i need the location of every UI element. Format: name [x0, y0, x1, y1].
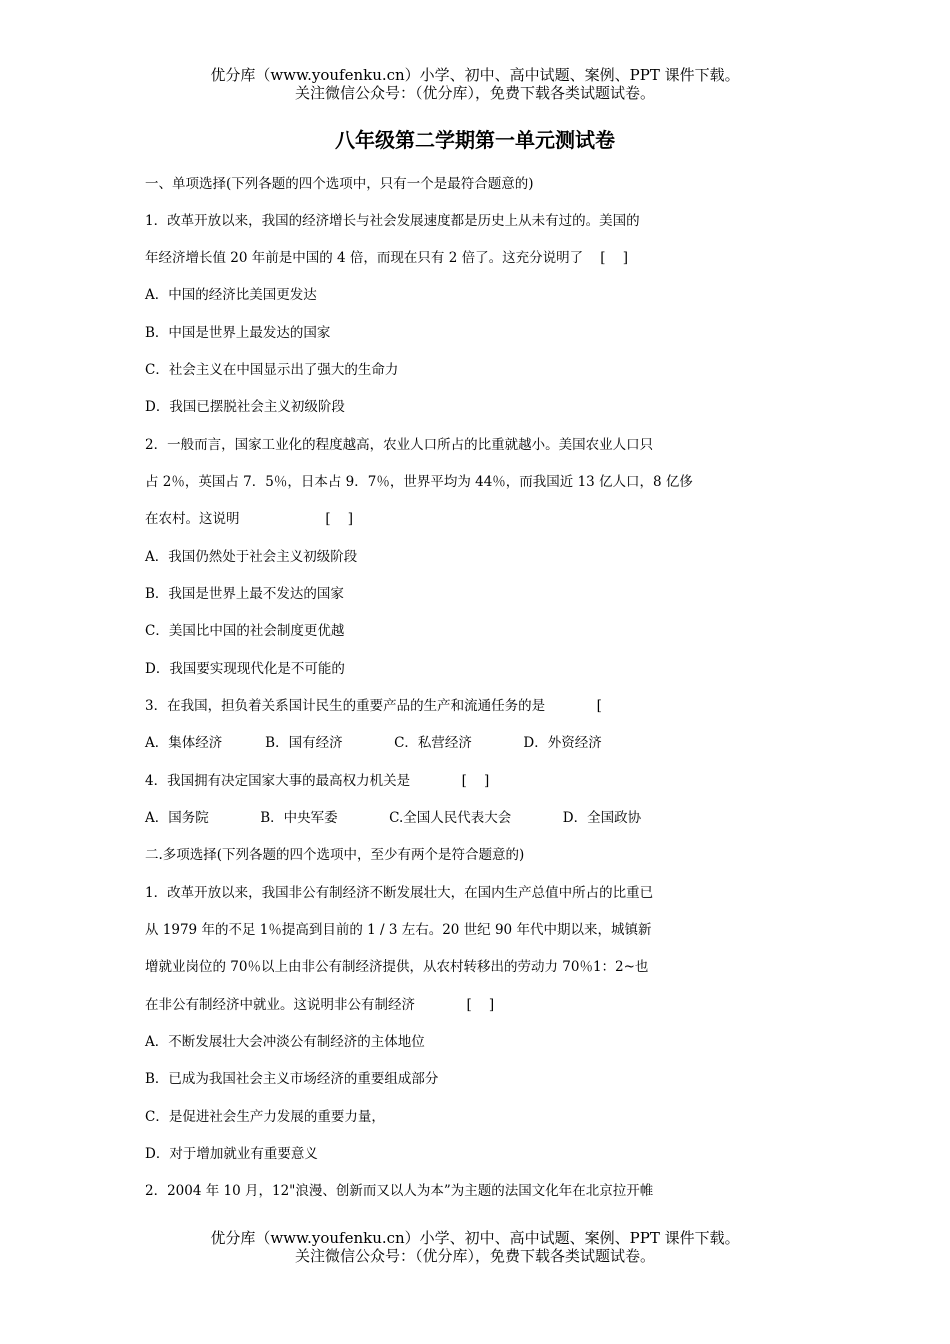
section-heading-single-choice: 一、单项选择(下列各题的四个选项中，只有一个是最符合题意的)	[145, 176, 534, 192]
option-line: A．集体经济 B．国有经济 C．私营经济 D．外资经济	[145, 735, 602, 751]
question-line: 2．一般而言，国家工业化的程度越高，农业人口所占的比重就越小。美国农业人口只	[145, 437, 654, 453]
option-line: D．对于增加就业有重要意义	[145, 1146, 318, 1162]
option-line: B．已成为我国社会主义市场经济的重要组成部分	[145, 1071, 439, 1087]
question-line: 占 2％，英国占 7．5％，日本占 9．7％，世界平均为 44％，而我国近 13 亿人口，8 亿侈	[145, 474, 693, 490]
footer-line-2: 关注微信公众号：（优分库），免费下载各类试题试卷。	[294, 1247, 655, 1265]
option-line: A．我国仍然处于社会主义初级阶段	[145, 549, 358, 565]
question-line: 在非公有制经济中就业。这说明非公有制经济 [ ]	[145, 997, 495, 1013]
question-line: 年经济增长值 20 年前是中国的 4 倍，而现在只有 2 倍了。这充分说明了 [ ]	[145, 250, 628, 266]
question-line: 在农村。这说明 [ ]	[145, 511, 354, 527]
header-line-2: 关注微信公众号：（优分库），免费下载各类试题试卷。	[294, 84, 655, 102]
question-line: 2．2004 年 10 月，12"浪漫、创新而又以人为本”为主题的法国文化年在北京拉开帷	[145, 1183, 654, 1199]
page-footer	[0, 1229, 950, 1265]
option-line: C．美国比中国的社会制度更优越	[145, 623, 345, 639]
option-line: A．国务院 B．中央军委 C.全国人民代表大会 D．全国政协	[145, 810, 642, 826]
option-line: D．我国已摆脱社会主义初级阶段	[145, 399, 345, 415]
question-line: 1．改革开放以来，我国非公有制经济不断发展壮大，在国内生产总值中所占的比重已	[145, 885, 654, 901]
option-line: D．我国要实现现代化是不可能的	[145, 661, 345, 677]
header-line-1: 优分库（www.youfenku.cn）小学、初中、高中试题、案例、PPT 课件下载。	[210, 66, 740, 84]
option-line: B．我国是世界上最不发达的国家	[145, 586, 344, 602]
question-line: 增就业岗位的 70％以上由非公有制经济提供，从农村转移出的劳动力 70％1：2~也	[145, 959, 649, 975]
question-line: 1．改革开放以来，我国的经济增长与社会发展速度都是历史上从未有过的。美国的	[145, 213, 640, 229]
question-line: 3．在我国，担负着关系国计民生的重要产品的生产和流通任务的是 [	[145, 698, 602, 714]
question-line: 4．我国拥有决定国家大事的最高权力机关是 [ ]	[145, 773, 490, 789]
section-heading-multiple-choice: 二.多项选择(下列各题的四个选项中，至少有两个是符合题意的)	[145, 847, 525, 863]
option-line: C．是促进社会生产力发展的重要力量，	[145, 1109, 385, 1125]
option-line: A．中国的经济比美国更发达	[145, 287, 317, 303]
option-line: C．社会主义在中国显示出了强大的生命力	[145, 362, 399, 378]
document-title: 八年级第二学期第一单元测试卷	[335, 128, 615, 152]
question-line: 从 1979 年的不足 1％提高到目前的 1 / 3 左右。20 世纪 90 年代中期以来，城镇新	[145, 922, 652, 938]
option-line: B．中国是世界上最发达的国家	[145, 325, 331, 341]
option-line: A．不断发展壮大会冲淡公有制经济的主体地位	[145, 1034, 425, 1050]
page-header	[0, 66, 950, 102]
footer-line-1: 优分库（www.youfenku.cn）小学、初中、高中试题、案例、PPT 课件下载。	[210, 1229, 740, 1247]
